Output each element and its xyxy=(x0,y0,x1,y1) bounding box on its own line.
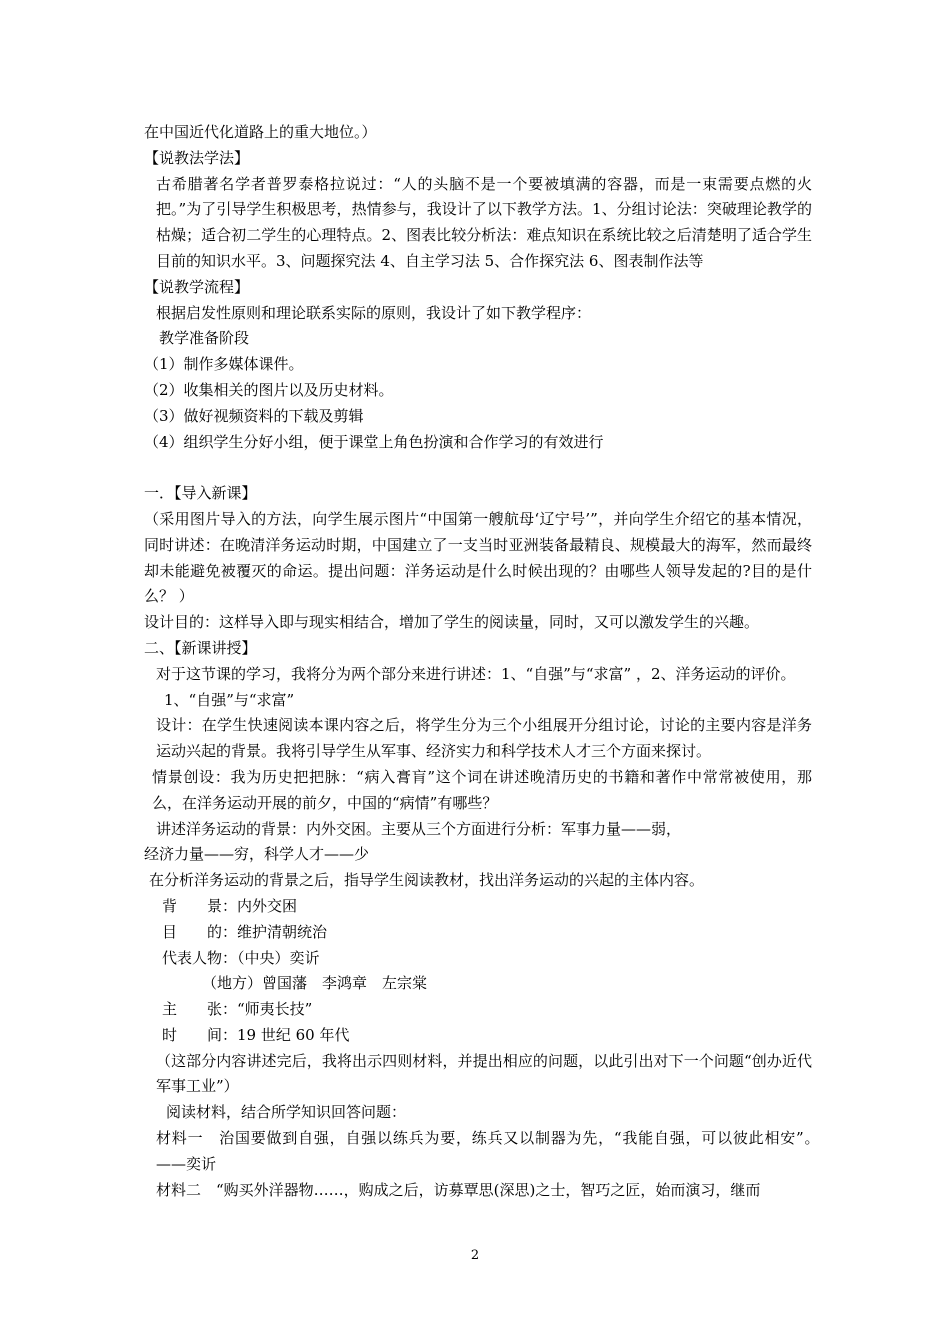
section-heading-intro: 一．【导入新课】 xyxy=(144,484,257,503)
paragraph: 对于这节课的学习，我将分为两个部分来进行讲述：1、“自强”与“求富” ，2、洋务运动的评价。 xyxy=(156,664,796,683)
list-item: （3）做好视频资料的下载及剪辑 xyxy=(144,406,364,425)
section-heading-process: 【说教学流程】 xyxy=(144,277,250,296)
paragraph: 设计：在学生快速阅读本课内容之后，将学生分为三个小组展开分组讨论，讨论的主要内容是洋务运动兴起的背景。我将引导学生从军事、经济实力和科学技术人才三个方面来探讨。 xyxy=(156,716,812,761)
blank-line xyxy=(144,455,812,481)
list-item: （2）收集相关的图片以及历史材料。 xyxy=(144,380,394,399)
section-heading-new-lesson: 二、【新课讲授】 xyxy=(144,638,257,657)
paragraph: 经济力量——穷，科学人才——少 xyxy=(144,845,370,864)
summary-line: 代表人物：（中央）奕䜣 xyxy=(162,948,320,967)
subheading: 1、“自强”与“求富” xyxy=(164,690,295,709)
body-text xyxy=(144,120,873,1203)
summary-line: 主 张：“师夷长技” xyxy=(162,1000,313,1019)
paragraph: 古希腊著名学者普罗泰格拉说过：“人的头脑不是一个要被填满的容器，而是一束需要点燃的火把。”为了引导学生积极思考，热情参与，我设计了以下教学方法。1、分组讨论法：突破理论教学的枯燥；适合初二学生的心理特点。2、图表比较分析法：难点知识在系统比较之后清楚明了适合学生目前的知识水平。3、问题探究法 4、自主学习法 5、合作探究法 6、图表制作法等 xyxy=(156,174,812,270)
list-item: （4）组织学生分好小组，便于课堂上角色扮演和合作学习的有效进行 xyxy=(144,432,604,451)
section-heading-methods: 【说教法学法】 xyxy=(144,148,250,167)
paragraph: 在中国近代化道路上的重大地位。） xyxy=(144,123,377,141)
paragraph: 情景创设：我为历史把把脉：“病入膏肓”这个词在讲述晚清历史的书籍和著作中常常被使用，那么，在洋务运动开展的前夕，中国的“病情”有哪些？ xyxy=(152,767,812,812)
material-one: 材料一 治国要做到自强，自强以练兵为要，练兵又以制器为先，“我能自强，可以彼此相安”。 ——奕䜣 xyxy=(156,1129,873,1173)
material-two: 材料二 “购买外洋器物……，购成之后，访募覃思(深思)之士，智巧之匠，始而演习，继而 xyxy=(156,1180,761,1199)
summary-line: 目 的：维护清朝统治 xyxy=(162,922,328,941)
paragraph: 在分析洋务运动的背景之后，指导学生阅读教材，找出洋务运动的兴起的主体内容。 xyxy=(149,871,705,890)
paragraph: 教学准备阶段 xyxy=(159,329,250,348)
paragraph: （采用图片导入的方法，向学生展示图片“中国第一艘航母‘辽宁号’”，并向学生介绍它的基本情况，同时讲述：在晚清洋务运动时期，中国建立了一支当时亚洲装备最精良、规模最大的海军，然而最终却未能避免被覆灭的命运。提出问题：洋务运动是什么时候出现的？由哪些人领导发起的?目的是什么？ ） xyxy=(144,509,812,606)
list-item: （1）制作多媒体课件。 xyxy=(144,355,304,374)
page-number: 2 xyxy=(470,1248,480,1263)
summary-line: 背 景：内外交困 xyxy=(162,896,298,915)
summary-line: （地方）曾国藩 李鸿章 左宗棠 xyxy=(202,974,428,993)
paragraph: 阅读材料，结合所学知识回答问题： xyxy=(166,1103,407,1122)
paragraph: 讲述洋务运动的背景：内外交困。主要从三个方面进行分析：军事力量——弱， xyxy=(156,819,682,838)
summary-line: 时 间：19 世纪 60 年代 xyxy=(162,1025,350,1044)
paragraph: 设计目的：这样导入即与现实相结合，增加了学生的阅读量，同时，又可以激发学生的兴趣。 xyxy=(144,613,760,632)
paragraph: 根据启发性原则和理论联系实际的原则，我设计了如下教学程序： xyxy=(156,303,592,322)
paragraph: （这部分内容讲述完后，我将出示四则材料，并提出相应的问题，以此引出对下一个问题“创办近代军事工业”） xyxy=(156,1051,812,1096)
